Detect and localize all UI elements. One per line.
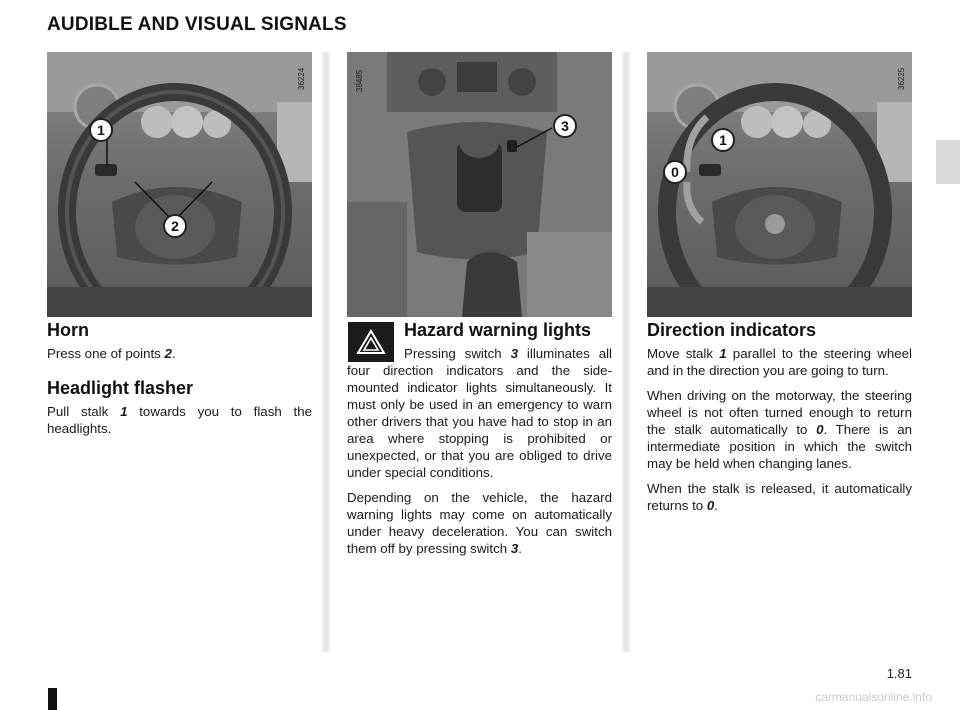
hazard-text-1: Pressing switch 3 illuminates all four direction indicators and the side-mounted indicator lights simultaneously. It must only be used in an emergency to warn other drivers that you have had to stop in an area where stopping is prohibited or unexpected, or that you are obliged to drive under special conditions. (347, 346, 612, 480)
horn-text: Press one of points 2. (47, 346, 176, 361)
image-ref-number: 36225 (897, 67, 906, 90)
heading-hazard-warning-lights: Hazard warning lights (404, 320, 592, 340)
column-hazard (347, 322, 612, 565)
watermark: carmanualsonline.info (815, 690, 932, 704)
indicators-text-2: When driving on the motorway, the steering wheel is not often turned enough to return the stalk automatically to 0. There is an intermediate position in which the switch may be held when changing lanes. (647, 388, 912, 471)
column-divider (322, 52, 330, 652)
column-divider (622, 52, 630, 652)
hazard-switch-image (347, 52, 612, 317)
heading-headlight-flasher: Headlight flasher (47, 378, 194, 398)
callout-hazard-switch: 3 (553, 114, 577, 138)
indicators-text-1: Move stalk 1 parallel to the steering wheel and in the direction you are going to turn. (647, 346, 912, 378)
edge-marker (48, 688, 57, 710)
section-tab-marker (936, 140, 960, 184)
callout-rest-position: 0 (663, 160, 687, 184)
steering-wheel-horn-image (47, 52, 312, 317)
flasher-text: Pull stalk 1 towards you to flash the headlights. (47, 404, 312, 436)
callout-stalk: 1 (711, 128, 735, 152)
indicator-stalk-image (647, 52, 912, 317)
heading-horn: Horn (47, 320, 89, 340)
column-indicators (647, 322, 912, 522)
page-number: 1.81 (886, 666, 912, 681)
column-horn (47, 322, 312, 445)
image-ref-number: 36224 (297, 67, 306, 90)
heading-direction-indicators: Direction indicators (647, 320, 817, 340)
callout-stalk: 1 (89, 118, 113, 142)
hazard-text-2: Depending on the vehicle, the hazard warning lights may come on automatically under heavy deceleration. You can switch them off by pressing switch 3. (347, 490, 612, 556)
image-ref-number: 38485 (355, 69, 364, 92)
indicators-text-3: When the stalk is released, it automatically returns to 0. (647, 481, 912, 513)
callout-horn-points: 2 (163, 214, 187, 238)
page-title: AUDIBLE AND VISUAL SIGNALS (47, 14, 347, 35)
